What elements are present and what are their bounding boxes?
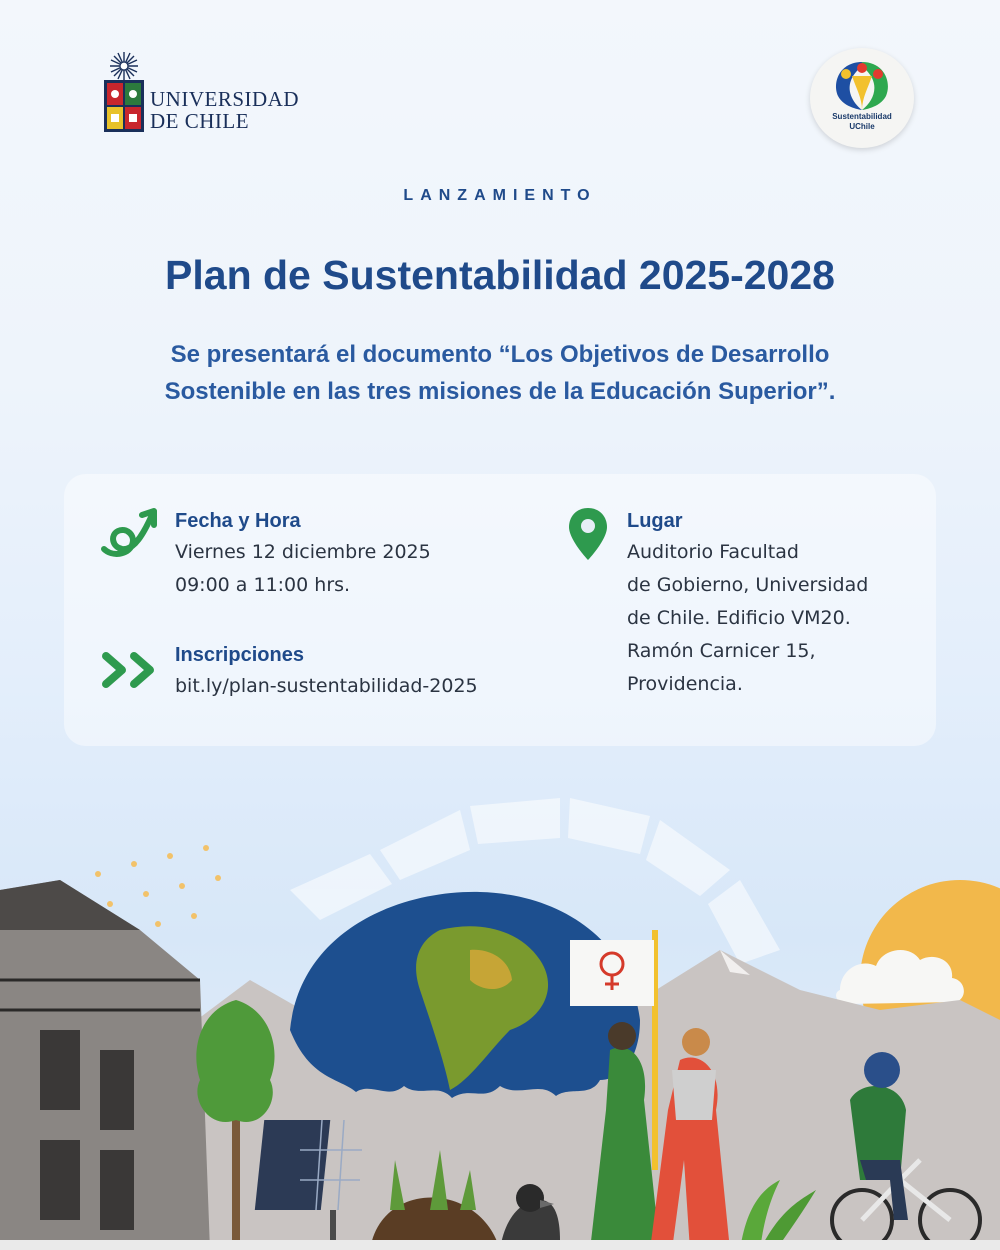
place-line5: Providencia.: [627, 673, 743, 695]
subtitle: [80, 336, 920, 410]
place-line3: de Chile. Edificio VM20.: [627, 607, 851, 629]
kicker: LANZAMIENTO: [403, 187, 597, 204]
map-pin-icon: [567, 506, 609, 562]
date-value: Viernes 12 diciembre 2025: [175, 541, 431, 563]
star-emblem-icon: [108, 50, 140, 82]
double-chevron-icon: [100, 650, 160, 690]
university-name-line2: DE CHILE: [150, 109, 250, 133]
registration-block: [175, 640, 478, 703]
university-name: [150, 88, 299, 132]
time-value: 09:00 a 11:00 hrs.: [175, 574, 351, 596]
registration-link[interactable]: bit.ly/plan-sustentabilidad-2025: [175, 675, 478, 697]
place-line1: Auditorio Facultad: [627, 541, 799, 563]
place-line2: de Gobierno, Universidad: [627, 574, 869, 596]
place-line4: Ramón Carnicer 15,: [627, 640, 816, 662]
sust-logo-line2: UChile: [849, 122, 875, 131]
subtitle-line1: Se presentará el documento “Los Objetivos de Desarrollo: [170, 341, 830, 368]
registration-label: Inscripciones: [175, 644, 304, 666]
subtitle-line2: Sostenible en las tres misiones de la Educación Superior”.: [164, 378, 836, 405]
university-shield-icon: [104, 80, 144, 132]
university-name-line1: UNIVERSIDAD: [150, 87, 299, 111]
people-circle-icon: [822, 54, 902, 114]
growth-arrow-icon: [98, 503, 160, 563]
universidad-de-chile-logo: [104, 50, 314, 140]
sust-logo-line1: Sustentabilidad: [832, 112, 892, 121]
sust-logo-text: [810, 112, 914, 132]
place-block: [627, 506, 868, 701]
page-title: Plan de Sustentabilidad 2025-2028: [165, 252, 835, 298]
sustentabilidad-uchile-logo: [810, 48, 914, 148]
date-block: [175, 506, 431, 602]
sustainability-collage-illustration: [0, 780, 1000, 1250]
place-label: Lugar: [627, 510, 683, 532]
equality-flag: [570, 940, 654, 1006]
date-label: Fecha y Hora: [175, 510, 301, 532]
